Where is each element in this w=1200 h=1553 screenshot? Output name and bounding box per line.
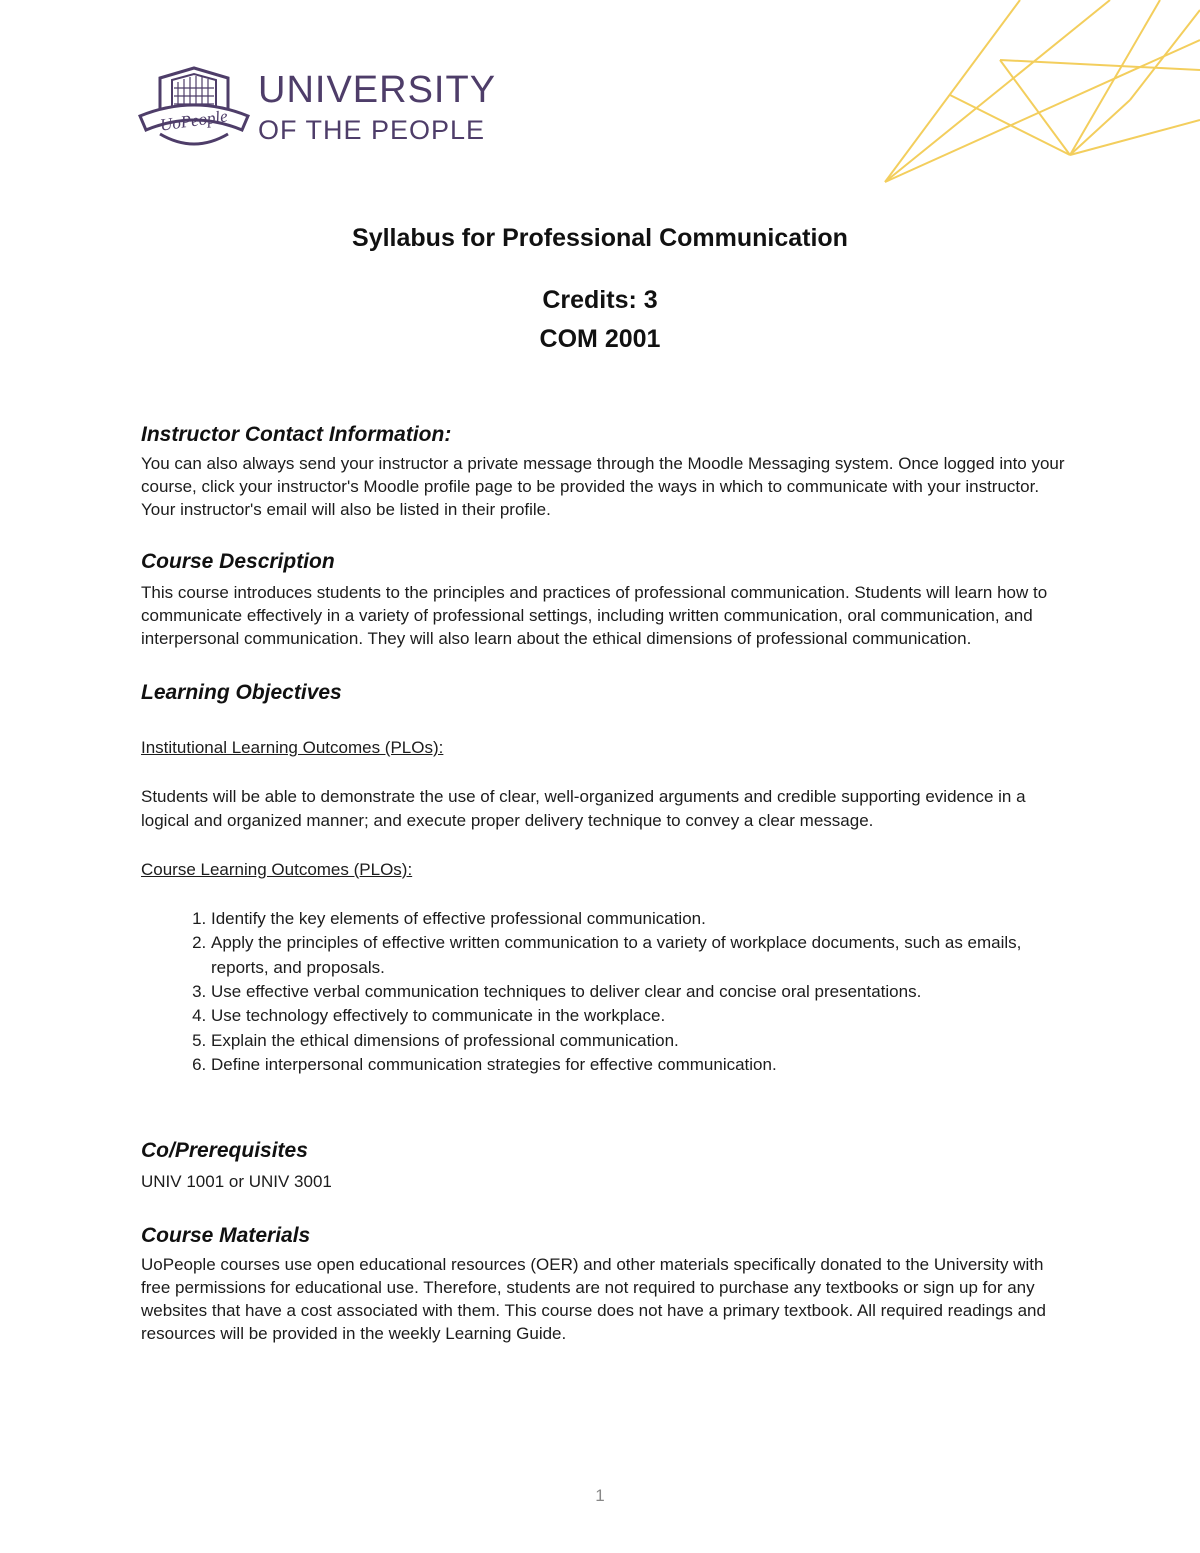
crest-icon [140,68,248,144]
prereq-heading: Co/Prerequisites [141,1138,308,1162]
syllabus-content [141,420,1071,1345]
logo-badge-text: UoPeople [158,106,229,135]
list-item: 3. Use effective verbal communication techniques to deliver clear and concise oral presentations. [211,980,1071,1004]
list-item: 4. Use technology effectively to communicate in the workplace. [211,1004,1071,1028]
section-course-materials [141,1221,1071,1345]
list-item: 6. Define interpersonal communication strategies for effective communication. [211,1053,1071,1077]
credits-line: Credits: 3 [542,286,658,314]
clo-list [141,907,1071,1078]
list-item: 5. Explain the ethical dimensions of professional communication. [211,1029,1071,1053]
description-body: This course introduces students to the principles and practices of professional communication. Students will learn how to communicate effectively in a variety of professional settings, including written communication, oral communication, and interpersonal communication. They will also learn about the ethical dimensions of professional communication. [141,583,1048,648]
instructor-body: You can also always send your instructor a private message through the Moodle Messaging system. Once logged into your course, click your instructor's Moodle profile page to be provided the ways in which to communicate with your instructor. Your instructor's email will also be listed in their profile. [141,454,1065,519]
page-number: 1 [595,1486,605,1505]
list-item: 2. Apply the principles of effective written communication to a variety of workplace documents, such as emails, reports, and proposals. [211,931,1071,980]
logo-line-university: UNIVERSITY [258,69,497,111]
section-course-description [141,547,1071,650]
section-instructor-contact [141,420,1071,521]
course-code: COM 2001 [539,325,661,353]
list-item: 1. Identify the key elements of effective professional communication. [211,907,1071,931]
logo-line-of-the-people: OF THE PEOPLE [258,115,486,145]
decorative-lines-graphic [880,0,1200,190]
document-title: Syllabus for Professional Communication [352,224,848,252]
section-prerequisites [141,1136,1071,1193]
instructor-heading: Instructor Contact Information: [141,423,452,446]
materials-heading: Course Materials [141,1223,311,1247]
prereq-body: UNIV 1001 or UNIV 3001 [141,1171,332,1191]
clo-label: Course Learning Outcomes (PLOs): [141,859,413,879]
logo-wordmark [258,70,496,146]
materials-body: UoPeople courses use open educational resources (OER) and other materials specifically donated to the University with free permissions for educational use. Therefore, students are not required to purchase any textbooks or sign up for any websites that have a cost associated with them. This course does not have a primary textbook. All required readings and resources will be provided in the weekly Learning Guide. [141,1254,1046,1343]
plo-body: Students will be able to demonstrate the use of clear, well-organized arguments and credible supporting evidence in a logical and organized manner; and execute proper delivery technique to convey a clear message. [141,787,1026,831]
description-heading: Course Description [141,550,335,573]
section-learning-objectives [141,678,1071,1078]
plo-label: Institutional Learning Outcomes (PLOs): [141,738,444,757]
objectives-heading: Learning Objectives [141,681,342,704]
